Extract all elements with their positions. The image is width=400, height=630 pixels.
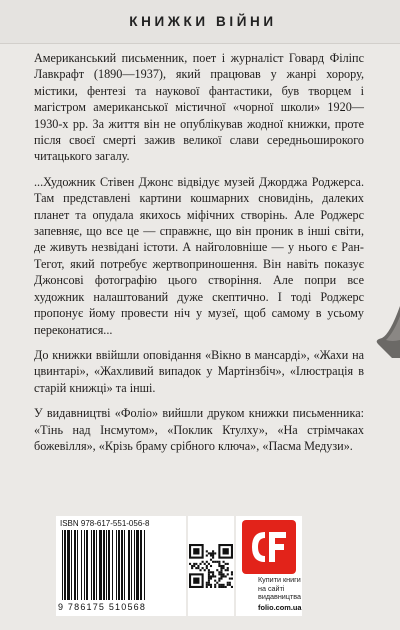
folio-logo-icon — [242, 520, 296, 574]
other-books-paragraph: У видавництві «Фоліо» вийшли друком книжки письменника: «Тінь над Інсмутом», «Поклик Ктулху», «На стрімчаках божевілля», «Крізь браму срібного ключа», «Пасма Медузи». — [34, 406, 364, 453]
series-header — [0, 0, 400, 44]
plot-summary-paragraph: ...Художник Стівен Джонс відвідує музей Джорджа Роджерса. Там представлені картини кошмарних сновидінь, далеких планет та опудала якихось міфічних створінь. Але Роджерс запевняє, що все це — справжнє, що він проник в інші світи, де живуть незвідані істоти. А найголовніше — у нього є Ран-Тегот, який потребує жертвоприношення. Він навіть показує Джонсові фотографію цього створіння. Але попри все художник налаштований дуже скептично. І тоді Роджерс пропонує йому провести ніч у музеї, щоб самому в усьому переконатися... — [34, 174, 364, 337]
annotation-text — [34, 50, 364, 456]
contents-paragraph: До книжки ввійшли оповідання «Вікно в мансарді», «Жахи на цвинтарі», «Жахливий випадок у Мартінзбіч», «Ілюстрація в старій книжці» та інші. — [34, 347, 364, 395]
publisher-website: folio.com.ua — [258, 603, 302, 612]
publisher-block — [236, 516, 302, 616]
brush-stroke-decoration — [370, 300, 400, 360]
barcode-digits: 9 786175 510568 — [58, 602, 147, 612]
qr-code-icon — [189, 544, 233, 588]
buy-books-note: Купити книги на сайті видавництва — [258, 575, 301, 602]
barcode-block — [56, 516, 186, 616]
series-title: КНИЖКИ ВІЙНИ — [129, 14, 277, 29]
author-bio-paragraph: Американський письменник, поет і журналіст Говард Філіпс Лавкрафт (1890—1937), який працював у жанрі хорору, містики, фентезі та наукової фантастики, був творцем і магістром американської містичної «чорної школи» 1920—1930-х рр. За життя він не опублікував жодної книжки, проте після своєї смерті зажив великої слави середньоширокого читацького загалу. — [34, 51, 364, 164]
isbn-number: ISBN 978-617-551-056-8 — [60, 519, 150, 528]
barcode-icon — [60, 530, 182, 602]
qr-code-block — [188, 516, 234, 616]
